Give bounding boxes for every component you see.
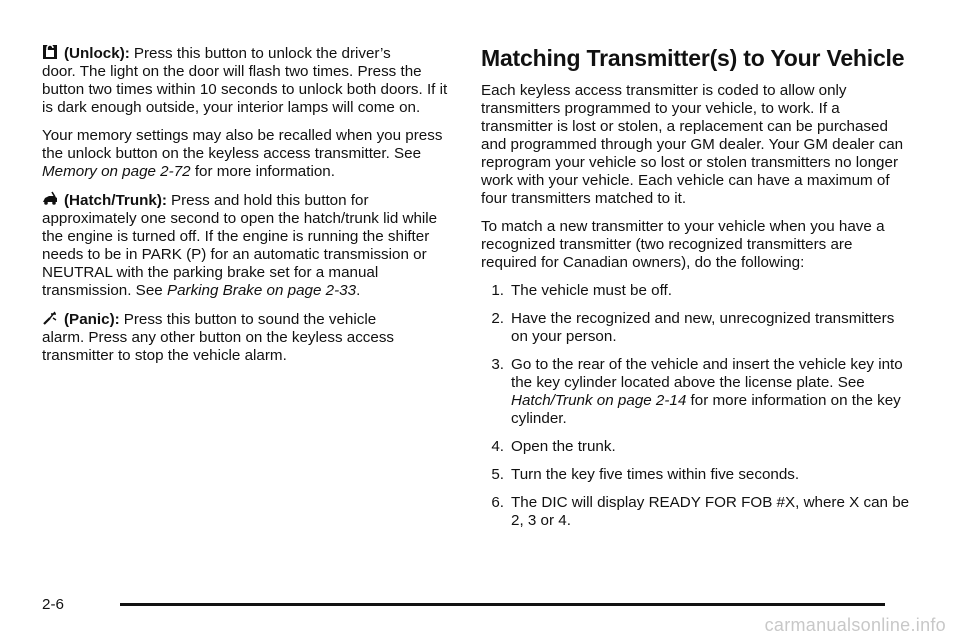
hatch-trunk-icon [42, 191, 58, 207]
step-text: Have the recognized and new, unrecognized transmitters on your person. [511, 310, 895, 345]
hatch-reference: Parking Brake on page 2-33 [166, 282, 357, 299]
step-number: 5. [491, 466, 504, 483]
step-text-before: Go to the rear of the vehicle and insert the vehicle key into the key cylinder located above the license plate. See [511, 356, 903, 391]
step-text [511, 356, 911, 428]
hatch-trunk-reference: Hatch/Trunk on page 2-14 [511, 392, 687, 409]
memory-text: Your memory settings may also be recalled when you press the unlock button on the keyless access transmitter. See [42, 127, 443, 162]
step-number: 2. [491, 310, 504, 327]
step-text: The DIC will display READY FOR FOB #X, where X can be 2, 3 or 4. [511, 494, 910, 529]
hatch-text-after: . [356, 282, 361, 299]
hatch-text-rest: approximately one second to open the hatch/trunk lid while the engine is turned off. If the engine is running the shifter needs to be in PARK (P) for an automatic transmission or NEUTRAL with the parking brake set for a manual transmission. See [42, 210, 438, 299]
step-number: 4. [491, 438, 504, 455]
watermark: carmanualsonline.info [764, 615, 946, 635]
step-number: 6. [491, 494, 504, 511]
list-item [481, 466, 911, 484]
matching-steps-intro: To match a new transmitter to your vehicle when you have a recognized transmitter (two recognized transmitters are required for Canadian owners), do the following: [481, 218, 885, 271]
section-heading: Matching Transmitter(s) to Your Vehicle [481, 45, 905, 71]
panic-text-lead: Press this button to sound the vehicle [123, 311, 377, 328]
step-text: The vehicle must be off. [511, 282, 672, 299]
matching-intro-paragraph: Each keyless access transmitter is coded to allow only transmitters programmed to your vehicle, to work. If a transmitter is lost or stolen, a replacement can be purchased and programmed through your GM dealer. Your GM dealer can reprogram your vehicle so lost or stolen transmitters no longer work with your vehicle. Each vehicle can have a maximum of four transmitters matched to it. [481, 82, 904, 207]
panic-text-rest: alarm. Press any other button on the keyless access transmitter to stop the vehicle alarm. [42, 329, 395, 364]
hatch-paragraph [42, 191, 452, 300]
unlock-paragraph [42, 44, 452, 117]
step-number: 1. [491, 282, 504, 299]
list-item [481, 494, 911, 530]
hatch-label: (Hatch/Trunk): [64, 192, 167, 209]
unlock-text-lead: Press this button to unlock the driver’s [133, 45, 391, 62]
matching-steps-list [481, 282, 911, 530]
memory-text-after: for more information. [190, 163, 335, 180]
panic-icon [42, 310, 58, 326]
panic-paragraph [42, 310, 452, 365]
hatch-text-lead: Press and hold this button for [170, 192, 369, 209]
step-number: 3. [491, 356, 504, 373]
left-column [42, 44, 452, 375]
step-text: Turn the key five times within five seconds. [511, 466, 800, 483]
unlock-icon [42, 44, 58, 60]
list-item [481, 310, 911, 346]
unlock-label: (Unlock): [64, 45, 130, 62]
list-item [481, 438, 911, 456]
unlock-text-rest: door. The light on the door will flash two times. Press the button two times within 10 seconds to unlock both doors. If it is dark enough outside, your interior lamps will come on. [42, 63, 448, 116]
step-text: Open the trunk. [511, 438, 616, 455]
list-item [481, 356, 911, 428]
footer-rule [120, 603, 885, 606]
list-item [481, 282, 911, 300]
memory-reference: Memory on page 2-72 [42, 163, 191, 180]
memory-paragraph [42, 127, 452, 181]
step-text-after: for more information on the key cylinder. [511, 392, 901, 427]
panic-label: (Panic): [64, 311, 120, 328]
right-column [481, 44, 911, 540]
page-number: 2-6 [42, 596, 64, 613]
